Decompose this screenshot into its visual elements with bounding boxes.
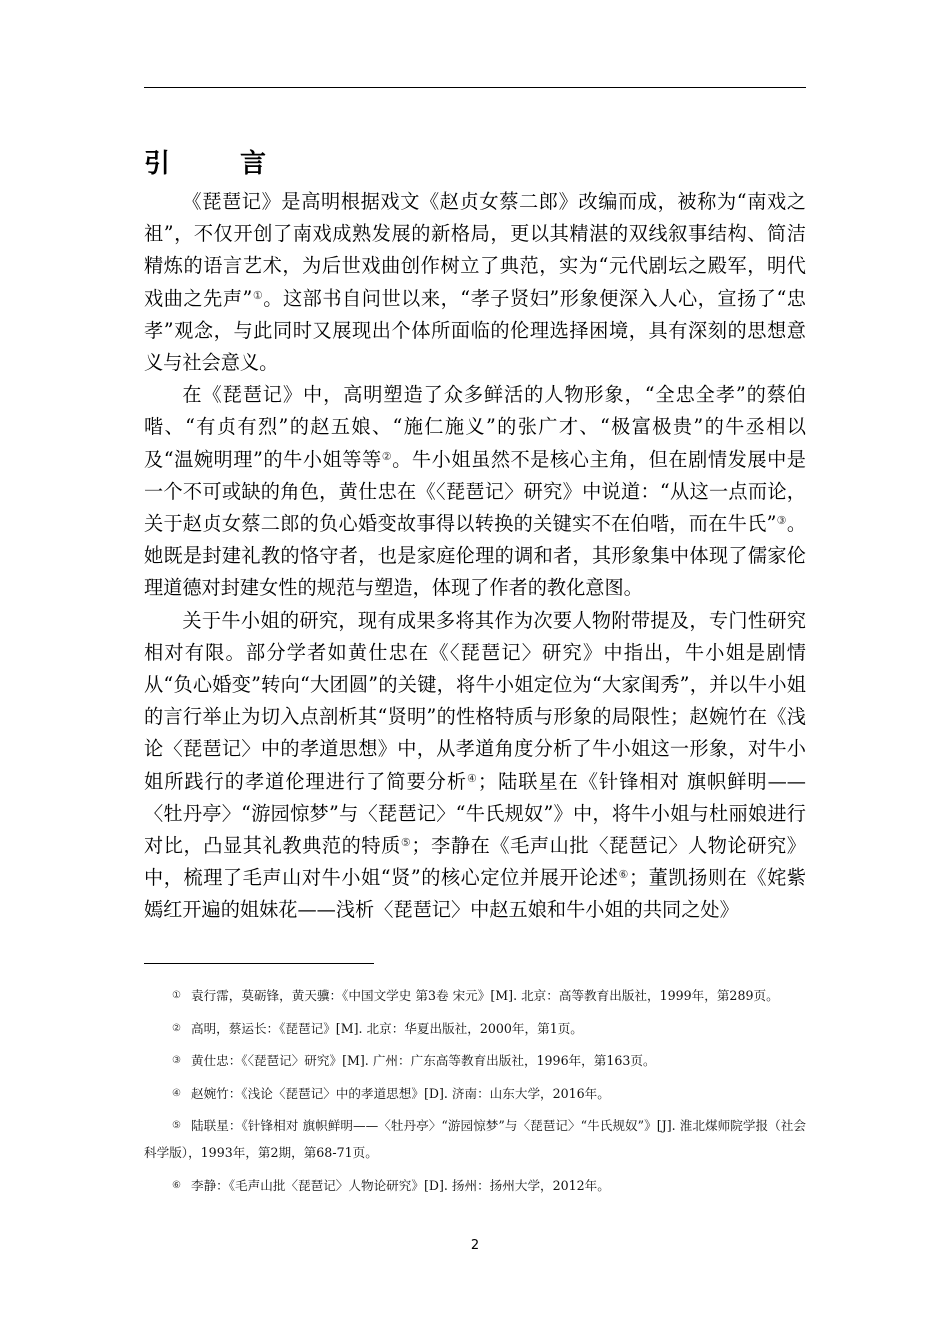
footnote-mark: ① — [172, 990, 181, 1001]
paragraph-2 — [144, 379, 806, 604]
paragraph-1 — [144, 186, 806, 379]
footnote-1 — [144, 982, 806, 1009]
footnote-6 — [144, 1172, 806, 1199]
text-segment: 关于牛小姐的研究，现有成果多将其作为次要人物附带提及，专门性研究相对有限。部分学者如黄仕忠在《〈琵琶记〉研究》中指出，牛小姐是剧情从“负心婚变”转向“大团圆”的关键，将牛小姐定位为“大家闺秀”，并以牛小姐的言行举止为切入点剖析其“贤明”的性格特质与形象的局限性；赵婉竹在《浅论〈琵琶记〉中的孝道思想》中，从孝道角度分析了牛小姐这一形象，对牛小姐所践行的孝道伦理进行了简要分析 — [144, 608, 806, 793]
text-segment: 。牛小姐虽然不是核心主角，但在剧情发展中是一个不可或缺的角色，黄仕忠在《〈琵琶记〉研究》中说道：“从这一点而论，关于赵贞女蔡二郎的负心婚变故事得以转换的关键实不在伯喈，而在牛氏” — [144, 447, 806, 536]
footnote-ref-6[interactable]: ⑥ — [618, 868, 629, 882]
section-heading: 引 言 — [144, 149, 289, 179]
footnote-mark: ⑥ — [172, 1179, 181, 1191]
footnote-ref-1[interactable]: ① — [252, 288, 264, 302]
text-segment: ；陆联星在《针锋相对 旗帜鲜明——〈牡丹亭〉“游园惊梦”与〈琵琶记〉“牛氏规奴”》中，将牛小姐与杜丽娘进行对比，凸显其礼教典范的特质 — [144, 769, 806, 858]
text-segment: 。她既是封建礼教的恪守者，也是家庭伦理的调和者，其形象集中体现了儒家伦理道德对封建女性的规范与塑造，体现了作者的教化意图。 — [144, 512, 806, 600]
footnote-5 — [144, 1112, 806, 1166]
footnote-4 — [144, 1080, 806, 1107]
footnote-text: 高明，蔡运长：《琵琶记》[M]. 北京：华夏出版社，2000年，第1页。 — [190, 1020, 583, 1036]
footnote-text: 李静：《毛声山批〈琵琶记〉人物论研究》[D]. 扬州：扬州大学，2012年。 — [190, 1177, 610, 1193]
footnote-text: 黄仕忠：《〈琵琶记〉研究》[M]. 广州：广东高等教育出版社，1996年，第163页。 — [190, 1053, 656, 1068]
footnotes — [144, 982, 806, 1204]
paragraph-3 — [144, 605, 806, 927]
footnote-mark: ⑤ — [172, 1120, 182, 1131]
footnote-ref-3[interactable]: ③ — [776, 514, 787, 528]
footnote-mark: ③ — [172, 1055, 181, 1066]
footnote-text: 袁行霈，莫砺锋，黄天骥：《中国文学史 第3卷 宋元》[M]. 北京：高等教育出版社，1999年，第289页。 — [190, 988, 779, 1003]
footnote-ref-5[interactable]: ⑤ — [400, 836, 412, 850]
text-segment: ；李静在《毛声山批〈琵琶记〉人物论研究》中，梳理了毛声山对牛小姐“贤”的核心定位并展开论述 — [144, 834, 806, 890]
footnote-ref-4[interactable]: ④ — [467, 771, 478, 785]
footnote-text: 赵婉竹：《浅论〈琵琶记〉中的孝道思想》[D]. 济南：山东大学，2016年。 — [190, 1085, 610, 1101]
footnote-mark: ② — [172, 1022, 181, 1034]
text-segment: ；董凯扬则在《姹紫嫣红开遍的姐妹花——浅析〈琵琶记〉中赵五娘和牛小姐的共同之处》 — [144, 866, 806, 922]
header-rule — [144, 87, 806, 88]
page-number: 2 — [470, 1238, 480, 1253]
footnote-ref-2[interactable]: ② — [381, 449, 393, 463]
footnote-text: 陆联星：《针锋相对 旗帜鲜明——〈牡丹亭〉“游园惊梦”与〈琵琶记〉“牛氏规奴”》[J]. 淮北煤师院学报（社会科学版），1993年，第2期，第68-71页。 — [144, 1118, 807, 1160]
body-text — [144, 186, 806, 927]
footnote-2 — [144, 1015, 806, 1042]
text-segment: 《琵琶记》是高明根据戏文《赵贞女蔡二郎》改编而成，被称为“南戏之祖”，不仅开创了南戏成熟发展的新格局，更以其精湛的双线叙事结构、简洁精炼的语言艺术，为后世戏曲创作树立了典范，实为“元代剧坛之殿军，明代戏曲之先声” — [144, 190, 806, 310]
text-segment: 在《琵琶记》中，高明塑造了众多鲜活的人物形象，“全忠全孝”的蔡伯喈、“有贞有烈”的赵五娘、“施仁施义”的张广才、“极富极贵”的牛丞相以及“温婉明理”的牛小姐等等 — [144, 383, 806, 471]
text-segment: 。这部书自问世以来，“孝子贤妇”形象便深入人心，宣扬了“忠孝”观念，与此同时又展现出个体所面临的伦理选择困境，具有深刻的思想意义与社会意义。 — [144, 286, 806, 375]
footnote-3 — [144, 1047, 806, 1074]
footnote-separator — [144, 963, 374, 964]
footnote-mark: ④ — [172, 1087, 181, 1099]
